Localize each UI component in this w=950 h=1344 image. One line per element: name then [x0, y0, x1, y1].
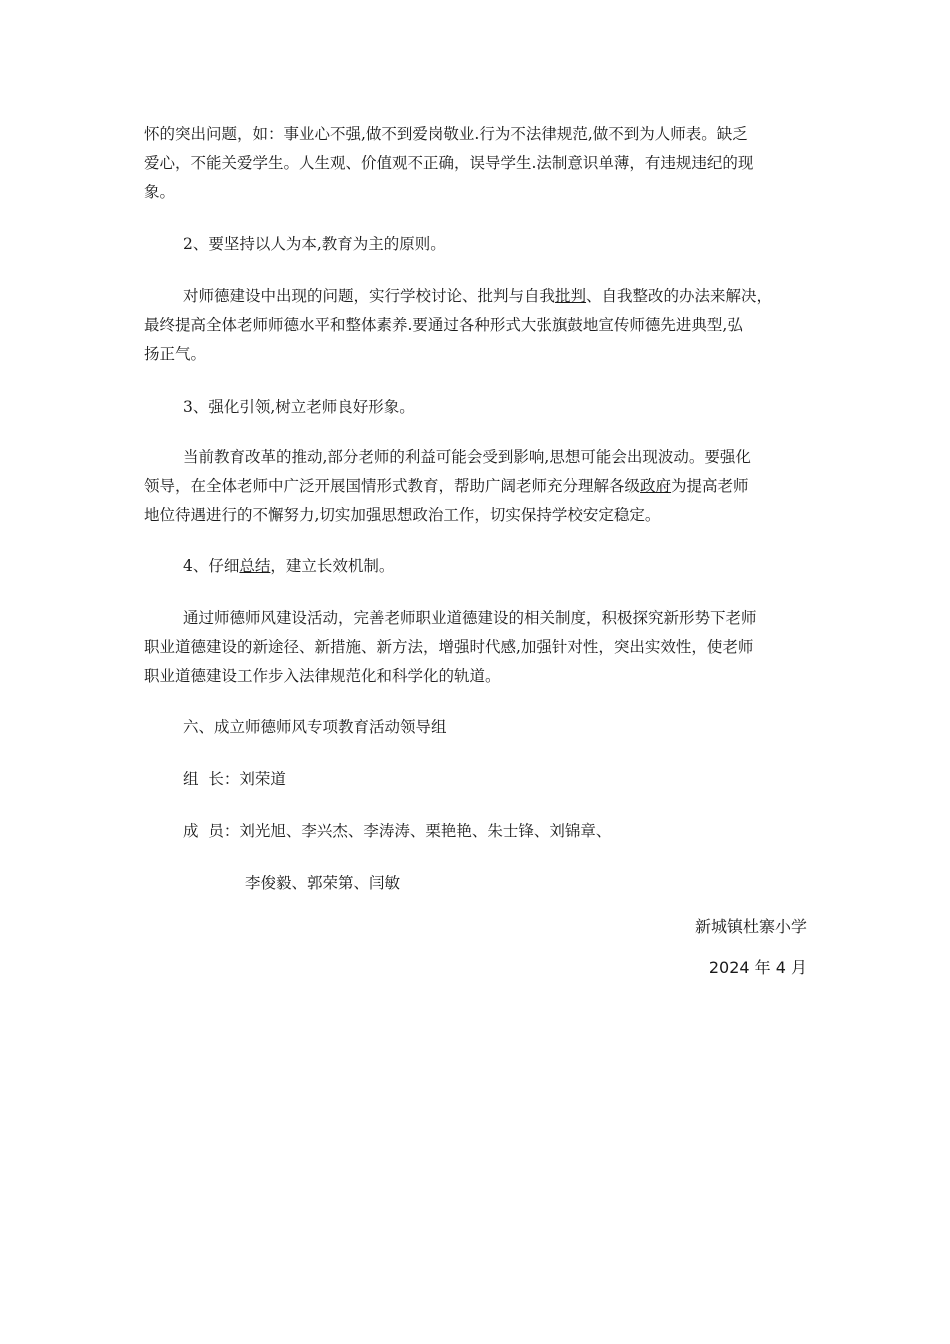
- heading-summary: [144, 552, 808, 581]
- paragraph-summary: [144, 604, 808, 691]
- heading-principle: [144, 230, 808, 259]
- members-text: 成 员：刘光旭、李兴杰、李涛涛、栗艳艳、朱士锋、刘锦章、: [183, 822, 612, 840]
- text-span: 对师德建设中出现的问题，实行学校讨论、批判与自我: [183, 287, 556, 305]
- text-line: 怀的突出问题，如：事业心不强,做不到爱岗敬业.行为不法律规范,做不到为人师表。缺乏: [144, 125, 748, 143]
- text-line: 爱心，不能关爱学生。人生观、价值观不正确，误导学生.法制意识单薄，有违规违纪的现: [144, 154, 754, 172]
- paragraph-principle: [144, 282, 808, 369]
- text-span: ，建立长效机制。: [270, 557, 395, 575]
- group-leader: [144, 765, 808, 794]
- text-line: [144, 282, 808, 311]
- underlined-term: 总结: [239, 557, 271, 575]
- text-span: 为提高老师: [671, 477, 749, 495]
- heading-leadership-group: [144, 713, 808, 742]
- group-members-continued: [144, 869, 808, 898]
- text-line: 当前教育改革的推动,部分老师的利益可能会受到影响,思想可能会出现波动。要强化: [183, 448, 751, 466]
- text-line: 最终提高全体老师师德水平和整体素养.要通过各种形式大张旗鼓地宣传师德先进典型,弘: [144, 316, 743, 334]
- underlined-term: 政府: [640, 477, 672, 495]
- paragraph-guidance: [144, 443, 808, 530]
- signature-date: 2024 年 4 月: [708, 958, 807, 977]
- text-span: 4、仔细: [183, 557, 240, 575]
- heading-text: [183, 552, 808, 581]
- heading-text: 六、成立师德师风专项教育活动领导组: [183, 718, 447, 736]
- text-line: [144, 472, 808, 501]
- text-span: 领导，在全体老师中广泛开展国情形式教育，帮助广阔老师充分理解各级: [144, 477, 641, 495]
- heading-guidance: [144, 393, 808, 422]
- group-members: [144, 817, 808, 846]
- text-line: 象。: [144, 183, 176, 201]
- leader-text: 组 长：刘荣道: [183, 770, 286, 788]
- heading-text: 3、强化引领,树立老师良好形象。: [183, 398, 415, 416]
- paragraph-problems: [144, 120, 808, 207]
- text-line: 职业道德建设的新途径、新措施、新方法，增强时代感,加强针对性，突出实效性，使老师: [144, 638, 754, 656]
- members-text: 李俊毅、郭荣第、闫敏: [245, 874, 401, 892]
- text-line: 地位待遇进行的不懈努力,切实加强思想政治工作，切实保持学校安定稳定。: [144, 506, 661, 524]
- underlined-term: 批判: [555, 287, 587, 305]
- text-line: 职业道德建设工作步入法律规范化和科学化的轨道。: [144, 667, 501, 685]
- text-line: 扬正气。: [144, 345, 207, 363]
- signature-organization: 新城镇杜寨小学: [694, 917, 807, 936]
- heading-text: 2、要坚持以人为本,教育为主的原则。: [183, 235, 446, 253]
- text-span: 、自我整改的办法来解决，: [586, 287, 773, 305]
- text-line: 通过师德师风建设活动，完善老师职业道德建设的相关制度，积极探究新形势下老师: [183, 609, 757, 627]
